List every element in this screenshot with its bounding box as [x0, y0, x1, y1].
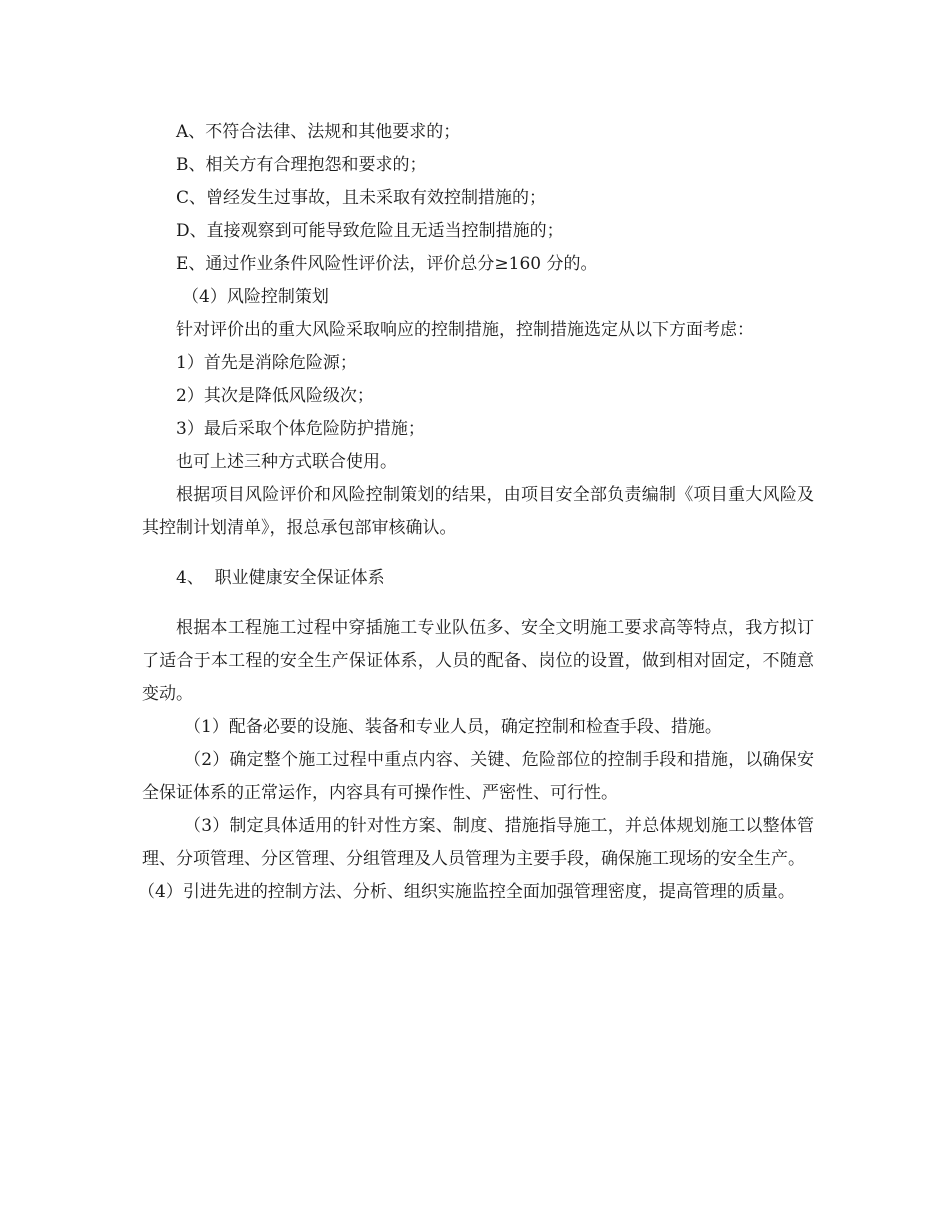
criterion-b: B、相关方有合理抱怨和要求的；: [176, 155, 427, 175]
measure-1: 1）首先是消除危险源；: [176, 353, 357, 373]
item-4: （4）引进先进的控制方法、分析、组织实施监控全面加强管理密度，提高管理的质量。: [138, 882, 795, 902]
section-heading-health-safety: 4、 职业健康安全保证体系: [176, 568, 385, 588]
combined-note: 也可上述三种方式联合使用。: [176, 452, 397, 472]
criterion-e: E、通过作业条件风险性评价法，评价总分≥160 分的。: [176, 254, 598, 274]
risk-control-intro: 针对评价出的重大风险采取响应的控制措施，控制措施选定从以下方面考虑：: [176, 320, 754, 340]
item-3: （3）制定具体适用的针对性方案、制度、措施指导施工，并总体规划施工以整体管理、分项管理、分区管理、分组管理及人员管理为主要手段，确保施工现场的安全生产。: [142, 816, 814, 869]
measure-2: 2）其次是降低风险级次；: [176, 386, 374, 406]
item-2: （2）确定整个施工过程中重点内容、关键、危险部位的控制手段和措施，以确保安全保证体系的正常运作，内容具有可操作性、严密性、可行性。: [142, 750, 814, 803]
criterion-d: D、直接观察到可能导致危险且无适当控制措施的；: [176, 221, 564, 241]
criterion-a: A、不符合法律、法规和其他要求的；: [176, 122, 461, 142]
section-heading-risk-control: （4）风险控制策划: [182, 287, 329, 307]
criterion-c: C、曾经发生过事故，且未采取有效控制措施的；: [176, 188, 547, 208]
plan-paragraph: 根据项目风险评价和风险控制策划的结果，由项目安全部负责编制《项目重大风险及其控制计划清单》，报总承包部审核确认。: [142, 485, 814, 538]
item-1: （1）配备必要的设施、装备和专业人员，确定控制和检查手段、措施。: [184, 717, 722, 737]
document-body: [138, 116, 814, 909]
measure-3: 3）最后采取个体危险防护措施；: [176, 419, 425, 439]
health-safety-intro: 根据本工程施工过程中穿插施工专业队伍多、安全文明施工要求高等特点，我方拟订了适合于本工程的安全生产保证体系，人员的配备、岗位的设置，做到相对固定，不随意变动。: [142, 618, 814, 704]
